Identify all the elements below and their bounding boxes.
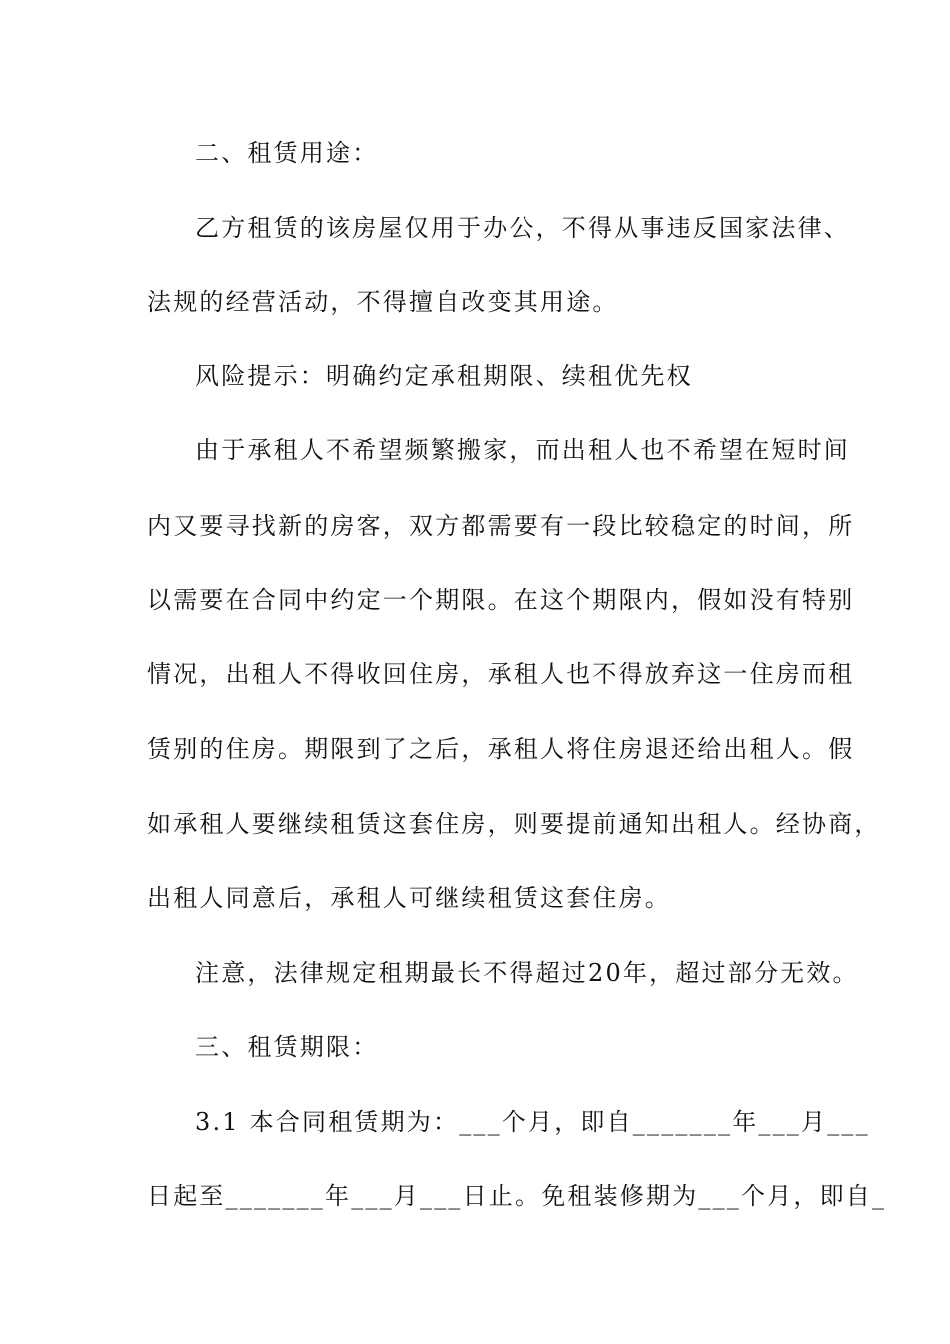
clause-line: 3.1 本合同租赁期为：___个月，即自_______年___月___ (195, 1108, 870, 1136)
paragraph-line: 乙方租赁的该房屋仅用于办公，不得从事违反国家法律、 (195, 214, 850, 242)
paragraph-line: 如承租人要继续租赁这套住房，则要提前通知出租人。经协商， (147, 810, 881, 838)
paragraph-line: 法规的经营活动，不得擅自改变其用途。 (147, 288, 619, 316)
risk-tip-line: 风险提示：明确约定承租期限、续租优先权 (195, 362, 693, 390)
paragraph-line: 以需要在合同中约定一个期限。在这个期限内，假如没有特别 (147, 586, 855, 614)
section-heading-lease-use: 二、租赁用途： (195, 139, 379, 167)
clause-line: 日起至_______年___月___日止。免租装修期为___个月，即自_ (147, 1182, 887, 1210)
note-line: 注意，法律规定租期最长不得超过20年，超过部分无效。 (195, 959, 859, 987)
paragraph-line: 出租人同意后，承租人可继续租赁这套住房。 (147, 884, 671, 912)
paragraph-line: 赁别的住房。期限到了之后，承租人将住房退还给出租人。假 (147, 735, 855, 763)
paragraph-line: 内又要寻找新的房客，双方都需要有一段比较稳定的时间，所 (147, 512, 855, 540)
paragraph-line: 情况，出租人不得收回住房，承租人也不得放弃这一住房而租 (147, 660, 855, 688)
paragraph-line: 由于承租人不希望频繁搬家，而出租人也不希望在短时间 (195, 436, 850, 464)
section-heading-lease-term: 三、租赁期限： (195, 1033, 379, 1061)
